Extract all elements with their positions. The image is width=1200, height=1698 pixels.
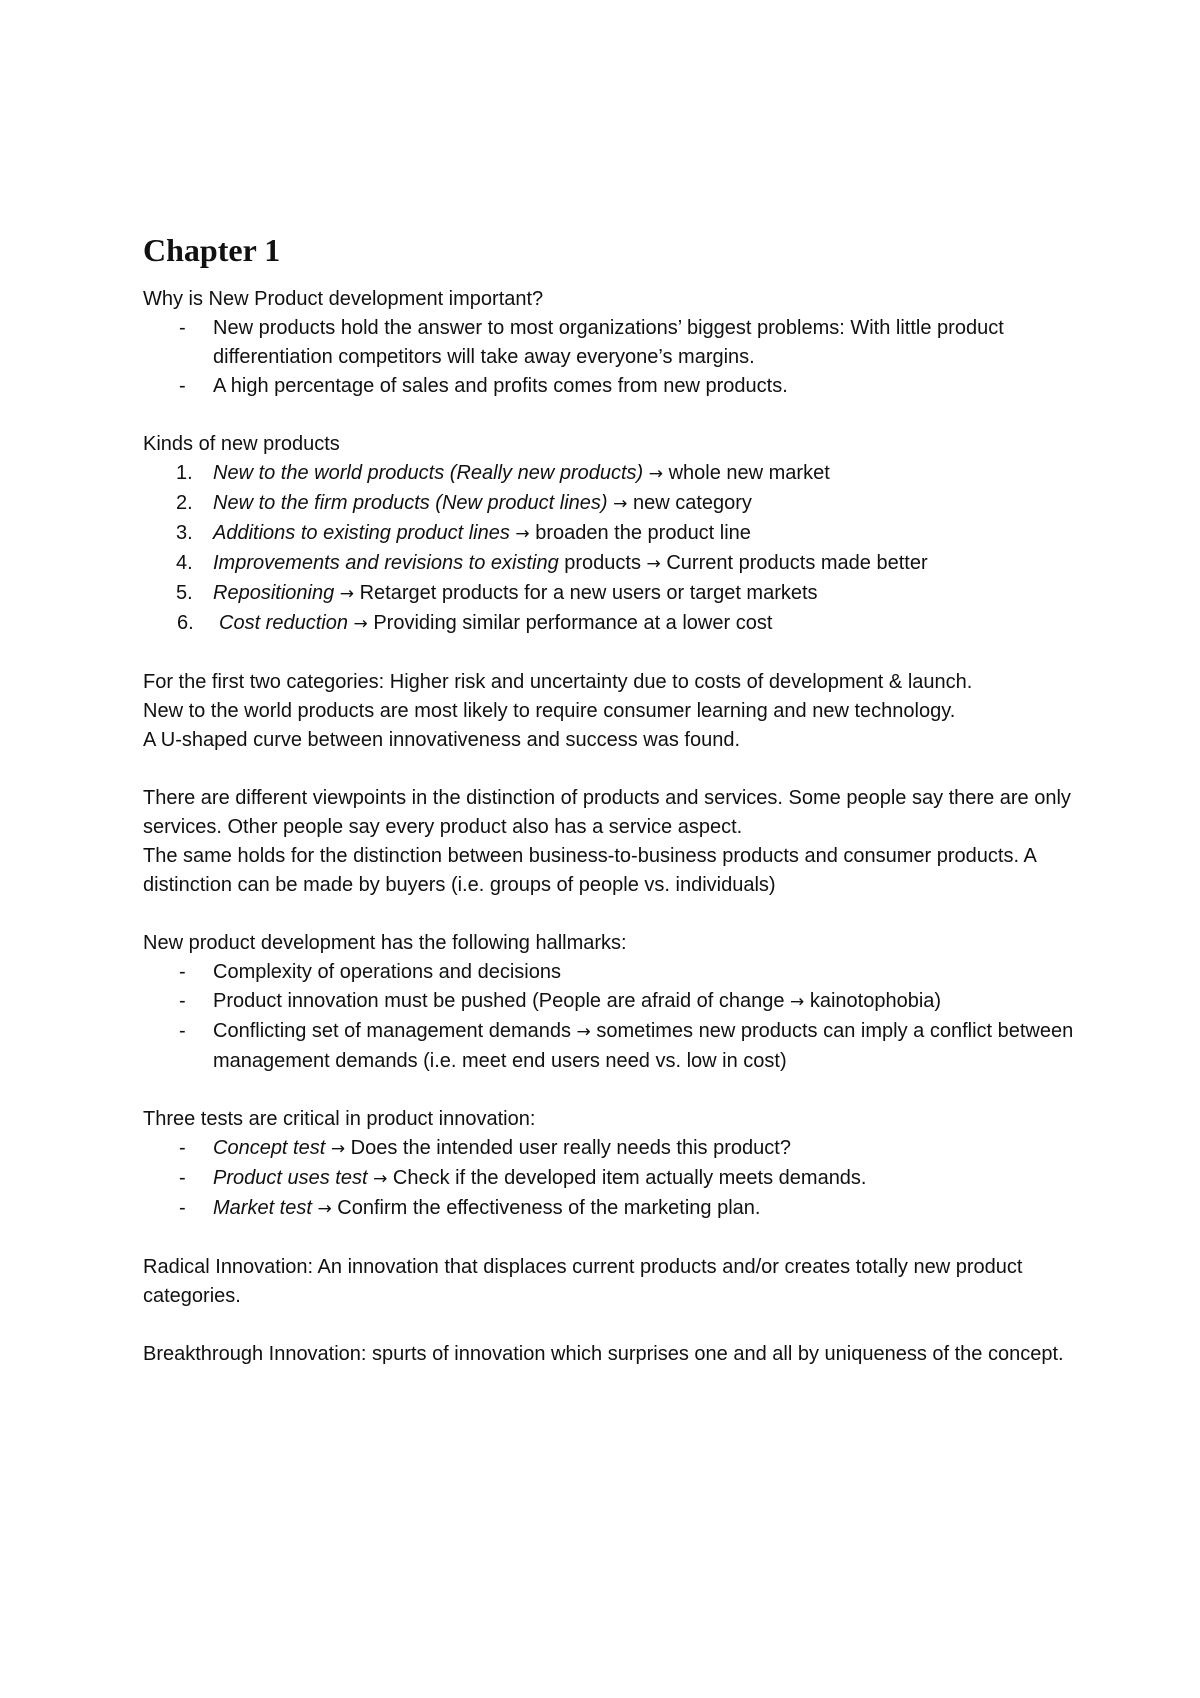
kinds-item-italic: New to the firm products (New product lines) xyxy=(213,492,608,514)
arrow-icon: → xyxy=(373,1169,388,1189)
kinds-list xyxy=(143,459,1083,639)
arrow-icon: → xyxy=(648,464,663,484)
hallmark-3-rest: sometimes new products can imply a conflict between management demands (i.e. meet end users need vs. low in cost) xyxy=(213,1020,1074,1072)
arrow-icon: → xyxy=(576,1022,591,1042)
kinds-item-italic: Improvements and revisions to existing xyxy=(213,552,559,574)
kinds-item-number: 2. xyxy=(176,492,193,514)
radical-innovation: Radical Innovation: An innovation that displaces current products and/or creates totally new product categories. xyxy=(143,1256,1023,1307)
arrow-icon: → xyxy=(646,554,661,574)
viewpoints-paragraph xyxy=(143,784,1083,900)
kinds-item-5 xyxy=(143,579,1083,609)
test-name: Product uses test xyxy=(213,1167,368,1189)
arrow-icon: → xyxy=(330,1139,346,1159)
tests-heading: Three tests are critical in product innovation: xyxy=(143,1108,536,1130)
kinds-section xyxy=(143,430,1083,639)
why-heading: Why is New Product development important? xyxy=(143,288,544,310)
kinds-item-4 xyxy=(143,549,1083,579)
kinds-item-number: 6. xyxy=(177,612,194,634)
kinds-item-number: 1. xyxy=(176,462,193,484)
test-name: Market test xyxy=(213,1197,312,1219)
risk-line-2: New to the world products are most likely to require consumer learning and new technology. xyxy=(143,700,956,722)
kinds-item-3 xyxy=(143,519,1083,549)
why-section xyxy=(143,285,1083,401)
kinds-item-italic: Cost reduction xyxy=(219,612,348,634)
kinds-item-plain: products xyxy=(558,552,641,574)
kinds-item-text: new category xyxy=(632,492,752,514)
arrow-icon: → xyxy=(515,524,530,544)
kinds-item-text: Providing similar performance at a lower cost xyxy=(373,612,773,634)
test-description: Confirm the effectiveness of the marketing plan. xyxy=(337,1197,761,1219)
test-2 xyxy=(143,1164,1083,1194)
risk-line-3: A U-shaped curve between innovativeness and success was found. xyxy=(143,729,741,751)
tests-list xyxy=(143,1134,1083,1224)
risk-paragraph xyxy=(143,668,1083,755)
kinds-item-italic: Repositioning xyxy=(213,582,335,604)
hallmark-2-rest: kainotophobia) xyxy=(804,990,942,1012)
arrow-icon: → xyxy=(790,992,805,1012)
hallmarks-section xyxy=(143,929,1083,1076)
kinds-item-text: Retarget products for a new users or target markets xyxy=(359,582,818,604)
tests-section xyxy=(143,1105,1083,1224)
hallmarks-heading: New product development has the following hallmarks: xyxy=(143,932,627,954)
hallmark-3 xyxy=(143,1017,1083,1076)
breakthrough-innovation: Breakthrough Innovation: spurts of innovation which surprises one and all by uniqueness of the concept. xyxy=(143,1343,1064,1365)
kinds-item-2 xyxy=(143,489,1083,519)
kinds-item-italic: New to the world products (Really new products) xyxy=(213,462,644,484)
hallmark-3-text: Conflicting set of management demands xyxy=(213,1020,577,1042)
test-description: Check if the developed item actually meets demands. xyxy=(392,1167,867,1189)
test-name: Concept test xyxy=(213,1137,326,1159)
hallmark-2-text: Product innovation must be pushed (People are afraid of change xyxy=(213,990,791,1012)
why-bullet-1: - New products hold the answer to most organizations’ biggest problems: With little product differentiation competitors will take away everyone’s margins. xyxy=(143,314,1083,372)
kinds-item-1 xyxy=(143,459,1083,489)
hallmarks-list xyxy=(143,958,1083,1076)
test-description: Does the intended user really needs this product? xyxy=(350,1137,791,1159)
document-page xyxy=(143,230,1083,1398)
hallmark-1: - Complexity of operations and decisions xyxy=(143,958,1083,987)
arrow-icon: → xyxy=(339,584,355,604)
kinds-item-text: broaden the product line xyxy=(535,522,751,544)
arrow-icon: → xyxy=(317,1199,332,1219)
chapter-title: Chapter 1 xyxy=(143,232,281,268)
kinds-item-text: Current products made better xyxy=(666,552,928,574)
viewpoints-text-2: The same holds for the distinction between business-to-business products and consumer products. A distinction can be made by buyers (i.e. groups of people vs. individuals) xyxy=(143,845,1036,896)
why-list xyxy=(143,314,1083,401)
why-bullet-2: - A high percentage of sales and profits comes from new products. xyxy=(143,372,1083,401)
arrow-icon: → xyxy=(353,614,368,634)
kinds-item-6 xyxy=(143,609,1083,639)
kinds-item-number: 5. xyxy=(176,582,193,604)
risk-line-1: For the first two categories: Higher risk and uncertainty due to costs of development & launch. xyxy=(143,671,973,693)
kinds-item-number: 3. xyxy=(176,522,193,544)
kinds-item-text: whole new market xyxy=(668,462,830,484)
kinds-item-italic: Additions to existing product lines xyxy=(213,522,510,544)
test-3 xyxy=(143,1194,1083,1224)
kinds-heading: Kinds of new products xyxy=(143,433,340,455)
test-1 xyxy=(143,1134,1083,1164)
kinds-item-number: 4. xyxy=(176,552,193,574)
viewpoints-text-1: There are different viewpoints in the distinction of products and services. Some people say there are only services. Other people say every product also has a service aspect. xyxy=(143,787,1071,838)
arrow-icon: → xyxy=(613,494,628,514)
hallmark-2 xyxy=(143,987,1083,1017)
